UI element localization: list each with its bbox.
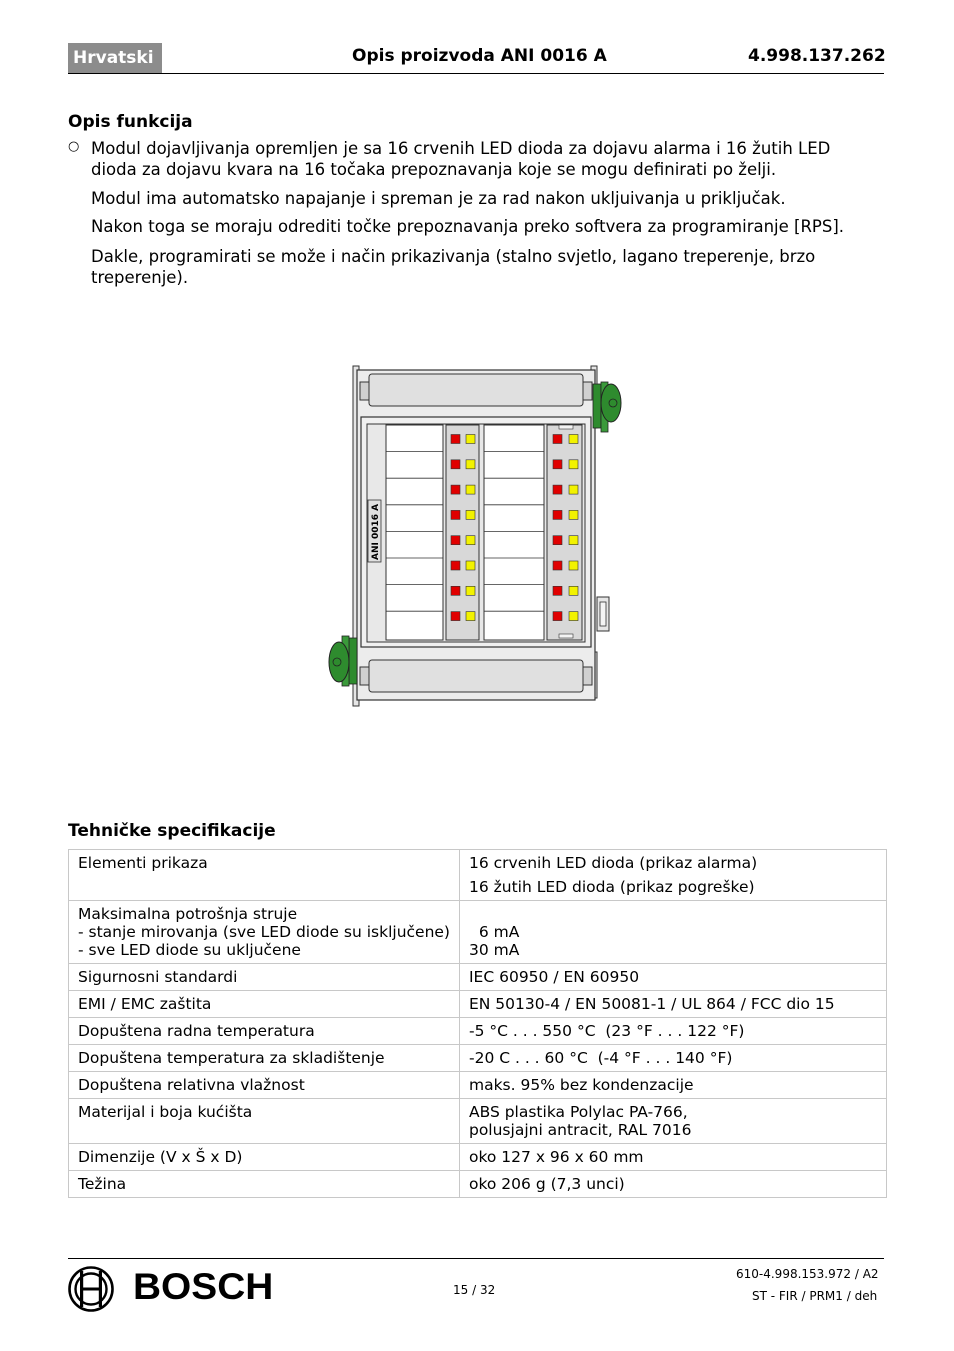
- spec-value: oko 127 x 96 x 60 mm: [468, 1148, 644, 1166]
- spec-value: -20 C . . . 60 °C (-4 °F . . . 140 °F): [468, 1049, 733, 1067]
- spec-row: [69, 901, 887, 964]
- spec-label: Težina: [78, 1175, 127, 1193]
- alarm-led: [451, 460, 460, 469]
- spec-label-cell: [69, 901, 460, 964]
- fault-led: [466, 586, 475, 595]
- alarm-led: [451, 485, 460, 494]
- spec-value-cell: [459, 1018, 886, 1045]
- spec-value-cell: [459, 1072, 886, 1099]
- device-illustration: [325, 362, 625, 712]
- spec-label: Dopuštena radna temperatura: [78, 1022, 315, 1040]
- spec-value-cell: [459, 850, 886, 901]
- fault-led: [466, 561, 475, 570]
- fault-led: [569, 435, 578, 444]
- spec-label-cell: [69, 1144, 460, 1171]
- spec-label-cell: [69, 1072, 460, 1099]
- alarm-led: [451, 536, 460, 545]
- spec-label: - sve LED diode su uključene: [78, 941, 301, 959]
- fault-led: [569, 485, 578, 494]
- function-section-title: Opis funkcija: [68, 112, 193, 132]
- spec-value: IEC 60950 / EN 60950: [468, 968, 640, 986]
- spec-value-cell: [459, 1045, 886, 1072]
- document-title: Opis proizvoda ANI 0016 A: [352, 46, 607, 66]
- spec-table: [68, 849, 887, 1198]
- spec-label: Dimenzije (V x Š x D): [78, 1148, 243, 1166]
- spec-value-cell: [459, 1144, 886, 1171]
- bullet-icon: ○: [68, 139, 80, 154]
- fault-led: [466, 485, 475, 494]
- fault-led: [569, 460, 578, 469]
- alarm-led: [451, 612, 460, 621]
- device-label: ANI 0016 A: [371, 503, 381, 560]
- spec-value: 30 mA: [468, 941, 520, 959]
- spec-row: [69, 1144, 887, 1171]
- fault-led: [569, 561, 578, 570]
- alarm-led: [553, 536, 562, 545]
- spec-row: [69, 1018, 887, 1045]
- spec-label-cell: [69, 1171, 460, 1198]
- function-paragraph-3: Nakon toga se moraju odrediti točke prepoznavanja preko softvera za programiranje [RPS].: [91, 217, 845, 236]
- spec-row: [69, 991, 887, 1018]
- spec-label-cell: [69, 964, 460, 991]
- fault-led: [466, 612, 475, 621]
- spec-value: maks. 95% bez kondenzacije: [468, 1076, 694, 1094]
- spec-value: oko 206 g (7,3 unci): [468, 1175, 625, 1193]
- alarm-led: [451, 586, 460, 595]
- spec-value: -5 °C . . . 550 °C (23 °F . . . 122 °F): [468, 1022, 745, 1040]
- fault-led: [466, 435, 475, 444]
- spec-row: [69, 1171, 887, 1198]
- spec-value-cell: [459, 901, 886, 964]
- revision-code: ST - FIR / PRM1 / deh: [752, 1289, 878, 1303]
- alarm-led: [451, 561, 460, 570]
- spec-label-cell: [69, 850, 460, 901]
- fault-led: [466, 460, 475, 469]
- fault-led: [569, 612, 578, 621]
- spec-row: [69, 1045, 887, 1072]
- spec-value: 6 mA: [468, 923, 520, 941]
- alarm-led: [553, 510, 562, 519]
- function-paragraph-4: Dakle, programirati se može i način prikazivanja (stalno svjetlo, lagano treperenje, brzo treperenje).: [91, 247, 816, 287]
- fault-led: [466, 536, 475, 545]
- spec-row: [69, 1072, 887, 1099]
- spec-label: Elementi prikaza: [78, 854, 208, 872]
- terminal-bottom-left: [329, 636, 357, 686]
- spec-value: [469, 905, 877, 923]
- spec-label: EMI / EMC zaštita: [78, 995, 212, 1013]
- spec-section-title: Tehničke specifikacije: [68, 821, 276, 841]
- footer-rule: [68, 1258, 884, 1259]
- spec-value-cell: [459, 1171, 886, 1198]
- spec-value: EN 50130-4 / EN 50081-1 / UL 864 / FCC dio 15: [468, 995, 835, 1013]
- language-tab: Hrvatski: [68, 43, 162, 73]
- spec-row: [69, 964, 887, 991]
- page-number: 15 / 32: [453, 1283, 496, 1297]
- spec-label-cell: [69, 1045, 460, 1072]
- alarm-led: [553, 435, 562, 444]
- bosch-armature-logo: [67, 1265, 115, 1313]
- bosch-wordmark: BOSCH: [133, 1266, 274, 1307]
- document-code: 4.998.137.262: [748, 46, 886, 66]
- spec-label: Dopuštena relativna vlažnost: [78, 1076, 305, 1094]
- alarm-led: [553, 561, 562, 570]
- alarm-led: [451, 435, 460, 444]
- terminal-top-right: [593, 382, 621, 432]
- spec-label: Materijal i boja kućišta: [78, 1103, 253, 1121]
- spec-value: 16 crvenih LED dioda (prikaz alarma): [468, 854, 758, 872]
- spec-value: ABS plastika Polylac PA-766,: [468, 1103, 688, 1121]
- alarm-led: [553, 612, 562, 621]
- spec-label: - stanje mirovanja (sve LED diode su isključene): [78, 923, 450, 941]
- fault-led: [466, 510, 475, 519]
- function-paragraph-2: Modul ima automatsko napajanje i spreman je za rad nakon ukljuivanja u priključak.: [91, 189, 786, 208]
- spec-value-cell: [459, 964, 886, 991]
- spec-label-cell: [69, 1099, 460, 1144]
- fault-led: [569, 536, 578, 545]
- header-rule: [68, 73, 884, 74]
- spec-value-cell: [459, 991, 886, 1018]
- spec-label: Maksimalna potrošnja struje: [78, 905, 298, 923]
- fault-led: [569, 586, 578, 595]
- alarm-led: [553, 586, 562, 595]
- function-paragraph-1: Modul dojavljivanja opremljen je sa 16 crvenih LED dioda za dojavu alarma i 16 žutih LED dioda za dojavu kvara na 16 točaka prepoznavanja koje se mogu definirati po želji.: [91, 139, 831, 179]
- doc-number: 610-4.998.153.972 / A2: [736, 1267, 879, 1281]
- spec-label: Sigurnosni standardi: [78, 968, 238, 986]
- spec-row: [69, 850, 887, 901]
- spec-label: Dopuštena temperatura za skladištenje: [78, 1049, 385, 1067]
- spec-value: polusjajni antracit, RAL 7016: [468, 1121, 692, 1139]
- spec-row: [69, 1099, 887, 1144]
- fault-led: [569, 510, 578, 519]
- spec-label-cell: [69, 1018, 460, 1045]
- alarm-led: [451, 510, 460, 519]
- spec-value: 16 žutih LED dioda (prikaz pogreške): [468, 878, 755, 896]
- spec-value-cell: [459, 1099, 886, 1144]
- spec-label-cell: [69, 991, 460, 1018]
- alarm-led: [553, 460, 562, 469]
- alarm-led: [553, 485, 562, 494]
